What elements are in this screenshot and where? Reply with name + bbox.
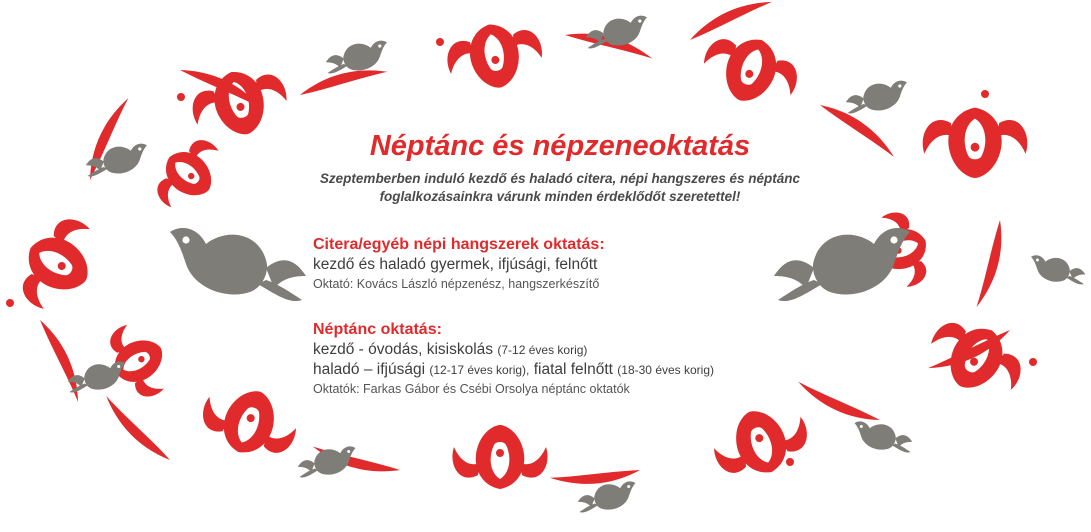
citera-heading: Citera/egyéb népi hangszerek oktatás: — [313, 236, 605, 253]
dance-teachers: Oktatók: Farkas Gábor és Csébi Orsolya néptánc oktatók — [313, 382, 630, 396]
dance-level-text: kezdő - óvodás, kisiskolás — [313, 341, 494, 358]
dance-age-note: (7-12 éves korig) — [497, 343, 588, 357]
dance-level-text: haladó – ifjúsági — [313, 361, 426, 378]
citera-section — [313, 235, 605, 294]
dance-level-beginner — [313, 340, 714, 360]
dance-age-note: (12-17 éves korig), — [429, 363, 530, 377]
citera-teacher: Oktató: Kovács László népzenész, hangszerkészítő — [313, 277, 600, 291]
citera-levels: kezdő és haladó gyermek, ifjúsági, felnőtt — [313, 256, 598, 273]
dance-age-note: (18-30 éves korig) — [617, 363, 715, 377]
intro-text — [250, 170, 870, 206]
dance-heading: Néptánc oktatás: — [313, 321, 442, 338]
dance-section — [313, 320, 714, 399]
intro-line: foglalkozásainkra várunk minden érdeklődőt szeretettel! — [379, 189, 741, 204]
dance-level-text: fiatal felnőtt — [533, 361, 613, 378]
page-title: Néptánc és népzeneoktatás — [369, 130, 751, 162]
dance-level-advanced — [313, 360, 714, 380]
intro-line: Szeptemberben induló kezdő és haladó citera, népi hangszeres és néptánc — [319, 171, 801, 186]
